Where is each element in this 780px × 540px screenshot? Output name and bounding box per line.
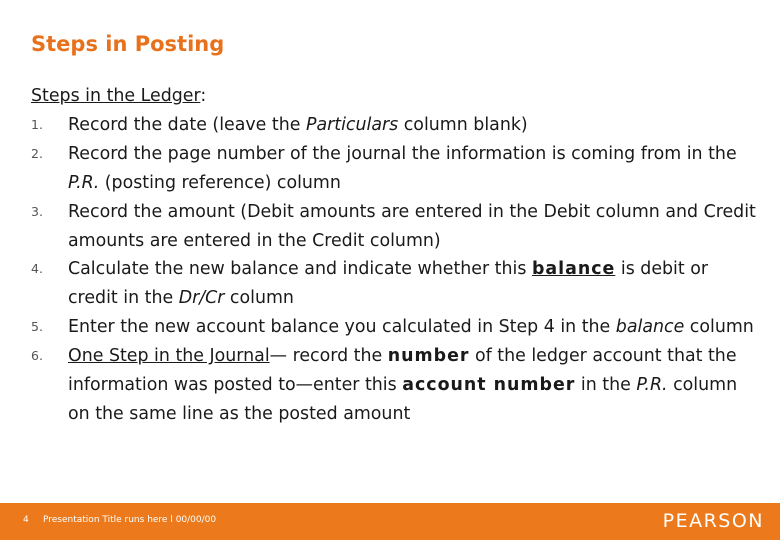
step-text: is debit or credit in the xyxy=(68,259,709,309)
step-text: Record the amount (Debit amounts are entered in the Debit column and Credit amounts are entered in the Credit column) xyxy=(68,201,756,251)
list-item-step-5 xyxy=(31,313,761,342)
list-item-step-1 xyxy=(31,111,761,140)
footer-bar xyxy=(0,503,780,540)
page-number: 4 xyxy=(23,515,29,525)
step-text-underlined: One Step in the Journal xyxy=(68,346,270,367)
step-text: of the ledger account that the information was posted to—enter this xyxy=(68,346,737,396)
slide-content xyxy=(31,82,761,429)
slide-title: Steps in Posting xyxy=(31,32,225,56)
step-text: column on the same line as the posted amount xyxy=(68,375,738,424)
step-text: column xyxy=(224,288,294,309)
step-number: 4. xyxy=(31,261,43,277)
section-heading xyxy=(31,82,761,111)
step-text-italic: P.R. xyxy=(68,172,100,193)
step-number: 5. xyxy=(31,319,43,335)
step-text: Record the page number of the journal the information is coming from in the xyxy=(68,143,737,164)
step-text-bold: account number xyxy=(402,375,576,396)
step-text: in the xyxy=(575,375,637,396)
step-text: — record the xyxy=(269,346,388,367)
list-item-step-2 xyxy=(31,140,761,198)
list-item-step-6 xyxy=(31,342,761,429)
list-item-step-4 xyxy=(31,255,761,313)
step-text-italic: P.R. xyxy=(636,375,668,396)
step-number: 1. xyxy=(31,116,43,132)
steps-list xyxy=(31,111,761,429)
step-number: 2. xyxy=(31,145,43,161)
step-text-bold: balance xyxy=(531,259,616,280)
step-text: Record the date (leave the xyxy=(68,114,306,135)
step-number: 6. xyxy=(31,348,43,364)
step-text-italic: Dr/Cr xyxy=(178,288,225,309)
list-item-step-3 xyxy=(31,198,761,256)
footer-text: Presentation Title runs here l 00/00/00 xyxy=(43,515,217,525)
step-text-italic: balance xyxy=(615,317,685,338)
step-text-italic: Particulars xyxy=(305,114,399,135)
step-text: Calculate the new balance and indicate whether this xyxy=(68,259,532,280)
step-number: 3. xyxy=(31,203,43,219)
heading-text: Steps in the Ledger xyxy=(31,86,201,106)
step-text: column blank) xyxy=(398,114,528,135)
step-text: Enter the new account balance you calculated in Step 4 in the xyxy=(68,317,616,338)
heading-colon: : xyxy=(200,86,207,106)
step-text: (posting reference) column xyxy=(99,172,341,193)
pearson-logo: PEARSON xyxy=(662,510,764,532)
step-text-bold: number xyxy=(387,346,470,367)
step-text: column xyxy=(684,317,754,338)
